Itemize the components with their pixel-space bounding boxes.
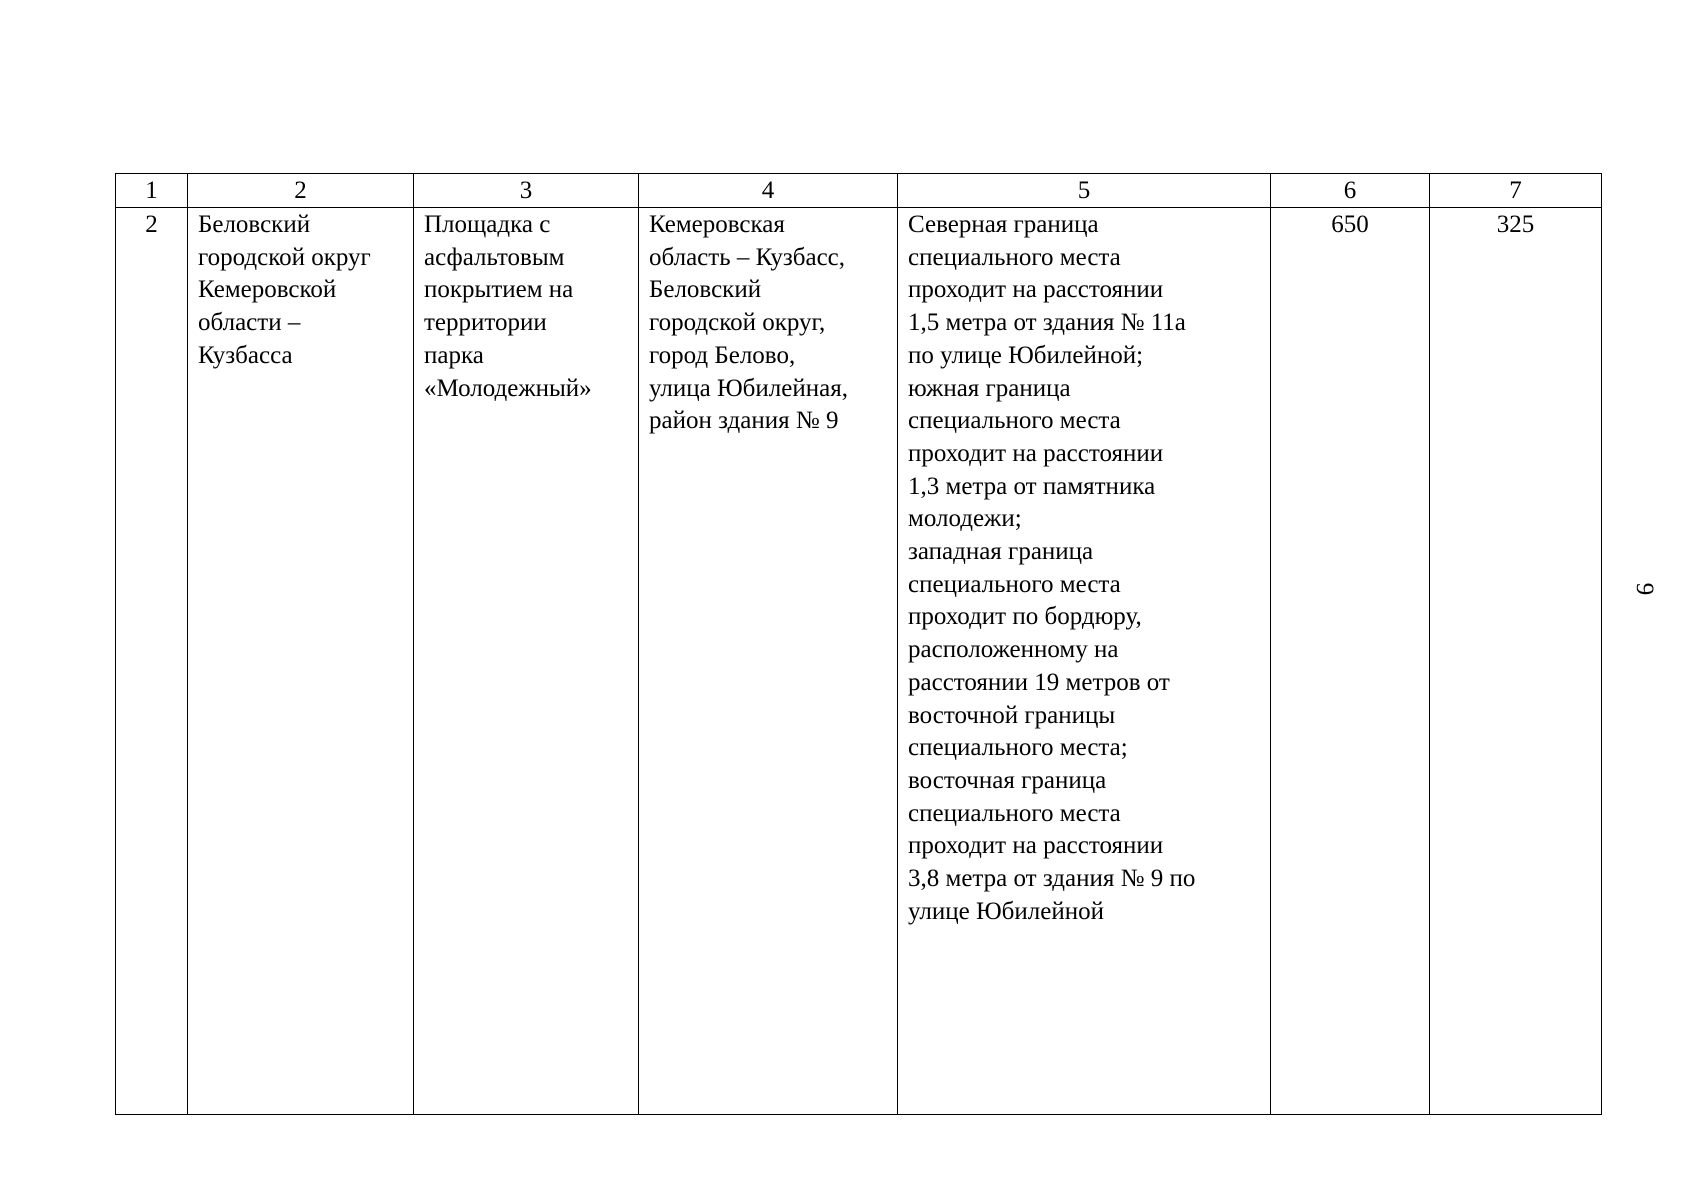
table-row (116, 208, 1602, 1115)
column-header-5: 5 (898, 174, 1271, 208)
cell-row-number (116, 208, 188, 1115)
row-number: 2 (145, 211, 158, 238)
header-row (116, 174, 1602, 208)
column-header-7: 7 (1430, 174, 1602, 208)
cell-municipality (188, 208, 414, 1115)
column-header-6: 6 (1271, 174, 1430, 208)
page-number: 9 (1631, 582, 1658, 596)
column-header-2: 2 (188, 174, 414, 208)
column-header-4: 4 (639, 174, 898, 208)
cell-column-7-value (1430, 208, 1602, 1115)
municipality-text: Беловский городской округ Кемеровской области – Кузбасса (198, 211, 371, 369)
place-description-text: Площадка с асфальтовым покрытием на территории парка «Молодежный» (424, 211, 592, 402)
boundaries-text: Северная граница специального места проходит на расстоянии 1,5 метра от здания № 11а по улице Юбилейной; южная граница специального места проходит на расстоянии 1,3 метра от памятника молодежи; западная граница специального места проходит по бордюру, расположенному на расстоянии 19 метров от восточной границы специального места; восточная граница специального места проходит на расстоянии 3,8 метра от здания № 9 по улице Юбилейной (908, 211, 1196, 925)
column-header-1: 1 (116, 174, 188, 208)
cell-place-description (414, 208, 639, 1115)
column-7-value: 325 (1496, 211, 1535, 238)
column-header-3: 3 (414, 174, 639, 208)
document-table (115, 173, 1602, 1115)
address-text: Кемеровская область – Кузбасс, Беловский городской округ, город Белово, улица Юбилейная, район здания № 9 (649, 211, 848, 435)
column-6-value: 650 (1331, 211, 1369, 238)
cell-column-6-value (1271, 208, 1430, 1115)
cell-address (639, 208, 898, 1115)
cell-boundaries (898, 208, 1271, 1115)
